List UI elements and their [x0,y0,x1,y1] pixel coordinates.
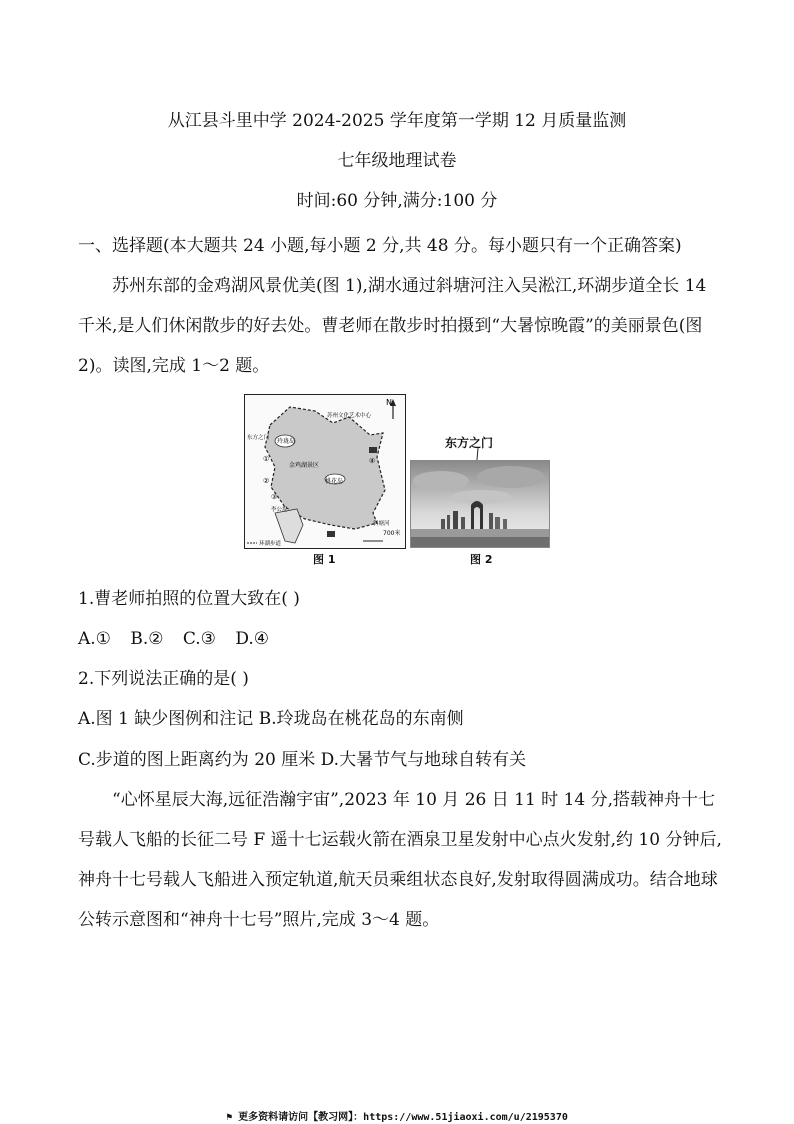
building-icon [327,531,335,537]
legend-label: 环湖步道 [259,541,282,547]
question-2: 2.下列说法正确的是( ) [78,669,249,689]
section-heading: 一、选择题(本大题共 24 小题,每小题 2 分,共 48 分。每小题只有一个正确答案) [78,236,682,256]
question-2-options-ab: A.图 1 缺少图例和注记 B.玲珑岛在桃花岛的东南侧 [78,709,464,729]
scenic-area-label: 金鸡湖景区 [289,462,320,469]
linglong-label: 玲珑岛 [277,438,296,445]
marker-4: ④ [369,457,376,465]
skyline-photo [410,460,550,548]
option-a: A.① [78,629,111,649]
exam-subject: 七年级地理试卷 [337,151,457,171]
skyline-illustration [411,461,549,547]
footer-text: 更多资料请访问【教习网】：https://www.51jiaoxi.com/u/2195370 [238,1112,568,1123]
lake-map-figure [244,394,406,549]
marker-3: ③ [271,493,278,501]
scale-label: 700米 [383,530,401,537]
footer-link[interactable] [0,1108,794,1123]
culture-center-label: 苏州文化艺术中心 [327,413,372,419]
exam-title: 从江县斗里中学 2024-2025 学年度第一学期 12 月质量监测 [167,111,627,131]
option-c: C.③ [182,629,216,649]
photo-callout: 东方之门 [445,436,494,450]
xietang-label: 斜塘河 [373,521,390,527]
option-b: B.② [130,629,164,649]
ligongdi-area [275,509,303,543]
east-gate-label: 东方之门 [247,435,270,441]
exam-time: 时间:60 分钟,满分:100 分 [296,191,498,211]
figure-1-caption: 图 1 [313,553,336,566]
question-2-options-cd: C.步道的图上距离约为 20 厘米 D.大暑节气与地球自转有关 [78,750,527,770]
marker-1: ① [263,455,270,463]
lake-map [245,395,405,548]
flag-icon: ⚑ [226,1112,239,1123]
question-1: 1.曹老师拍照的位置大致在( ) [78,589,300,609]
passage-1: 苏州东部的金鸡湖风景优美(图 1),湖水通过斜塘河注入吴淞江,环湖步道全长 14 千米,是人们休闲散步的好去处。曹老师在散步时拍摄到“大暑惊晚霞”的美丽景色(图 2)。读图,完成 1～2 题。 [78,276,707,376]
north-label: N [386,398,392,407]
passage-2: “心怀星辰大海,远征浩瀚宇宙”,2023 年 10 月 26 日 11 时 14 分,搭载神舟十七号载人飞船的长征二号 F 遥十七运载火箭在酒泉卫星发射中心点火发射,约 10 分钟后,神舟十七号载人飞船进入预定轨道,航天员乘组状态良好,发射取得圆满成功。结合地球公转示意图和“神舟十七号”照片,完成 3～4 题。 [78,790,722,930]
taohua-label: 桃花岛 [325,478,344,485]
option-d: D.④ [235,629,269,649]
ligongdi-label: 李公堤 [271,507,288,513]
marker-2: ② [263,477,270,485]
question-1-options [78,619,728,659]
figure-2-caption: 图 2 [470,553,493,566]
building-icon [369,447,377,453]
